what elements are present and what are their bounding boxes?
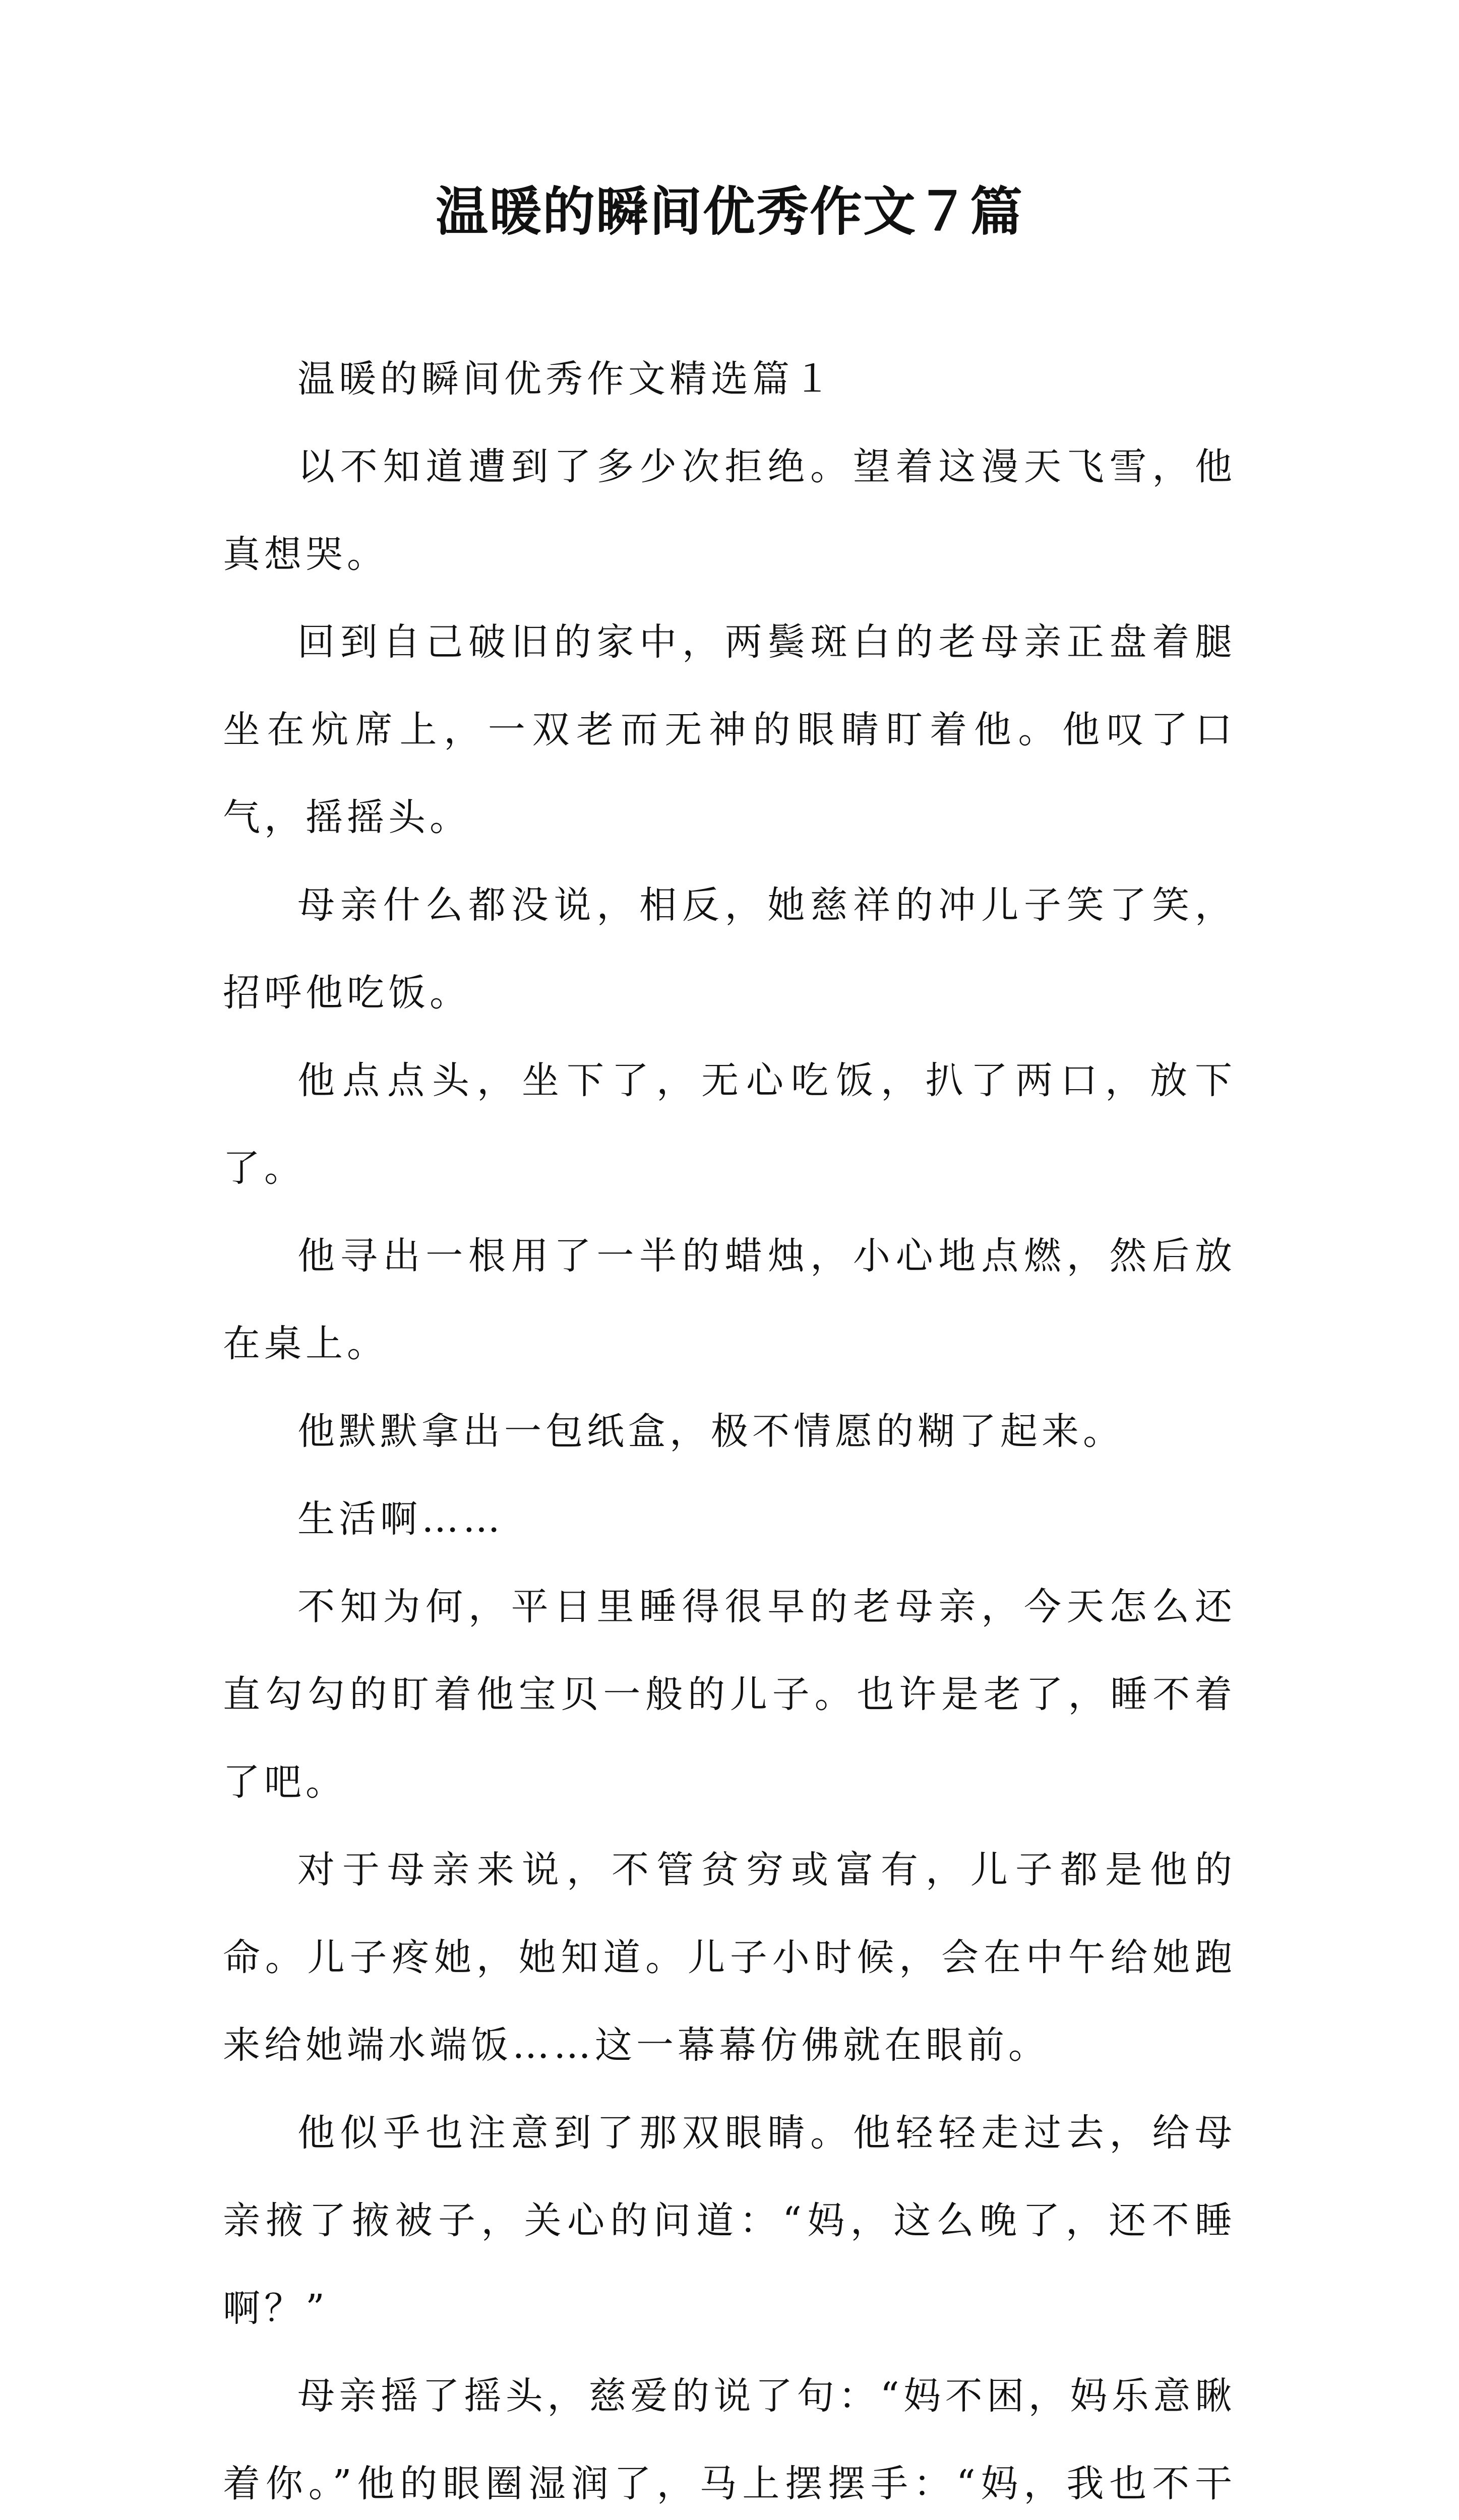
paragraph: 母亲什么都没说，相反，她慈祥的冲儿子笑了笑，招呼他吃饭。: [223, 884, 1236, 1015]
paragraph: 他默默拿出一包纸盒，极不情愿的糊了起来。: [297, 1410, 1124, 1453]
paragraph-section-heading: 温暖的瞬间优秀作文精选篇１: [297, 357, 835, 401]
document-body: [223, 335, 1236, 2520]
paragraph: 对于母亲来说，不管贫穷或富有，儿子都是他的命。儿子疼她，她知道。儿子小时候，会在中午给她跑来给她端水端饭……这一幕幕仿佛就在眼前。: [223, 1848, 1236, 2067]
paragraph: 母亲摇了摇头，慈爱的说了句：“妈不困，妈乐意瞅着你。”他的眼圈湿润了，马上摆摆手：“妈，我也不干: [223, 2374, 1236, 2505]
paragraph: 回到自己破旧的家中，两鬓斑白的老母亲正盘着腿坐在炕席上，一双老而无神的眼睛盯着他。他叹了口气，摇摇头。: [223, 620, 1236, 839]
paragraph: 他点点头，坐下了，无心吃饭，扒了两口，放下了。: [223, 1059, 1236, 1190]
paragraph: 不知为何，平日里睡得很早的老母亲，今天怎么还直勾勾的盯着他宝贝一般的儿子。也许是老了，睡不着了吧。: [223, 1585, 1236, 1804]
paragraph: 生活啊……: [297, 1497, 504, 1541]
paragraph: 他寻出一根用了一半的蜡烛，小心地点燃，然后放在桌上。: [223, 1234, 1236, 1365]
paragraph: 以不知道遭到了多少次拒绝。望着这漫天飞雪，他真想哭。: [223, 445, 1236, 576]
paragraph: 他似乎也注意到了那双眼睛。他轻轻走过去，给母亲掖了掖被子，关心的问道：“妈，这么晚了，还不睡啊？”: [223, 2111, 1236, 2330]
document-title: 温暖的瞬间优秀作文７篇: [435, 180, 1023, 242]
